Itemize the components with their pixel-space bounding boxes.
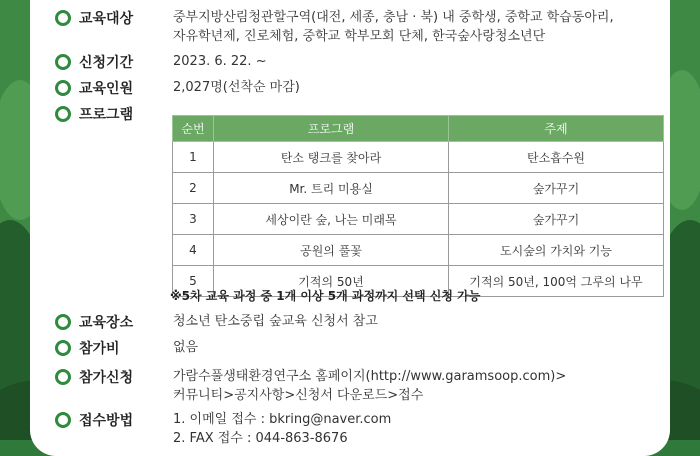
program-table [172, 115, 664, 297]
apply-line-2: 커뮤니티>공지사항>신청서 다운로드>접수 [173, 388, 424, 403]
circle-bullet-icon [55, 412, 71, 428]
circle-bullet-icon [55, 80, 71, 96]
method-row [55, 410, 391, 448]
target-line-2: 자유학년제, 진로체험, 중학교 학부모회 단체, 한국숲사랑청소년단 [173, 29, 546, 44]
capacity-label: 교육인원 [79, 81, 134, 97]
circle-bullet-icon [55, 314, 71, 330]
capacity-value: 2,027명(선착순 마감) [173, 80, 300, 95]
row-program: 기적의 50년 [214, 266, 449, 297]
period-value: 2023. 6. 22. ~ [173, 54, 267, 69]
apply-label: 참가신청 [79, 370, 134, 386]
row-topic: 숲가꾸기 [449, 204, 664, 235]
method-line-2: 2. FAX 접수 : 044-863-8676 [173, 431, 348, 446]
circle-bullet-icon [55, 106, 71, 122]
row-number: 5 [173, 266, 214, 297]
table-note: ※5차 교육 과정 중 1개 이상 5개 과정까지 선택 신청 가능 [170, 289, 481, 303]
fee-row [55, 338, 198, 358]
row-topic: 도시숲의 가치와 기능 [449, 235, 664, 266]
header-number: 순번 [173, 116, 214, 142]
row-program: 세상이란 숲, 나는 미래목 [214, 204, 449, 235]
period-row [55, 52, 267, 72]
fee-label: 참가비 [79, 341, 120, 357]
target-line-1: 중부지방산림청관할구역(대전, 세종, 충남 · 북) 내 중학생, 중학교 학습동아리, [173, 10, 614, 25]
row-number: 1 [173, 142, 214, 173]
place-label: 교육장소 [79, 315, 134, 331]
row-number: 3 [173, 204, 214, 235]
circle-bullet-icon [55, 340, 71, 356]
table-row [173, 142, 664, 173]
target-row [55, 8, 614, 46]
fee-value: 없음 [173, 340, 199, 355]
circle-bullet-icon [55, 369, 71, 385]
header-topic: 주제 [449, 116, 664, 142]
row-topic: 기적의 50년, 100억 그루의 나무 [449, 266, 664, 297]
table-row [173, 204, 664, 235]
target-label: 교육대상 [79, 11, 134, 27]
header-program: 프로그램 [214, 116, 449, 142]
period-label: 신청기간 [79, 55, 134, 71]
row-program: Mr. 트리 미용실 [214, 173, 449, 204]
row-topic: 탄소흡수원 [449, 142, 664, 173]
apply-line-1: 가람수풀생태환경연구소 홈페이지(http://www.garamsoop.com)> [173, 369, 567, 384]
row-program: 공원의 풀꽃 [214, 235, 449, 266]
circle-bullet-icon [55, 10, 71, 26]
circle-bullet-icon [55, 54, 71, 70]
row-number: 2 [173, 173, 214, 204]
apply-row [55, 367, 566, 405]
table-row [173, 235, 664, 266]
table-header-row [173, 116, 664, 142]
table-row [173, 173, 664, 204]
program-row [55, 104, 173, 124]
program-label: 프로그램 [79, 107, 134, 123]
method-label: 접수방법 [79, 413, 134, 429]
place-row [55, 312, 378, 332]
row-topic: 숲가꾸기 [449, 173, 664, 204]
row-number: 4 [173, 235, 214, 266]
capacity-row [55, 78, 300, 98]
row-program: 탄소 탱크를 찾아라 [214, 142, 449, 173]
method-line-1: 1. 이메일 접수 : bkring@naver.com [173, 412, 392, 427]
place-value: 청소년 탄소중립 숲교육 신청서 참고 [173, 314, 378, 329]
